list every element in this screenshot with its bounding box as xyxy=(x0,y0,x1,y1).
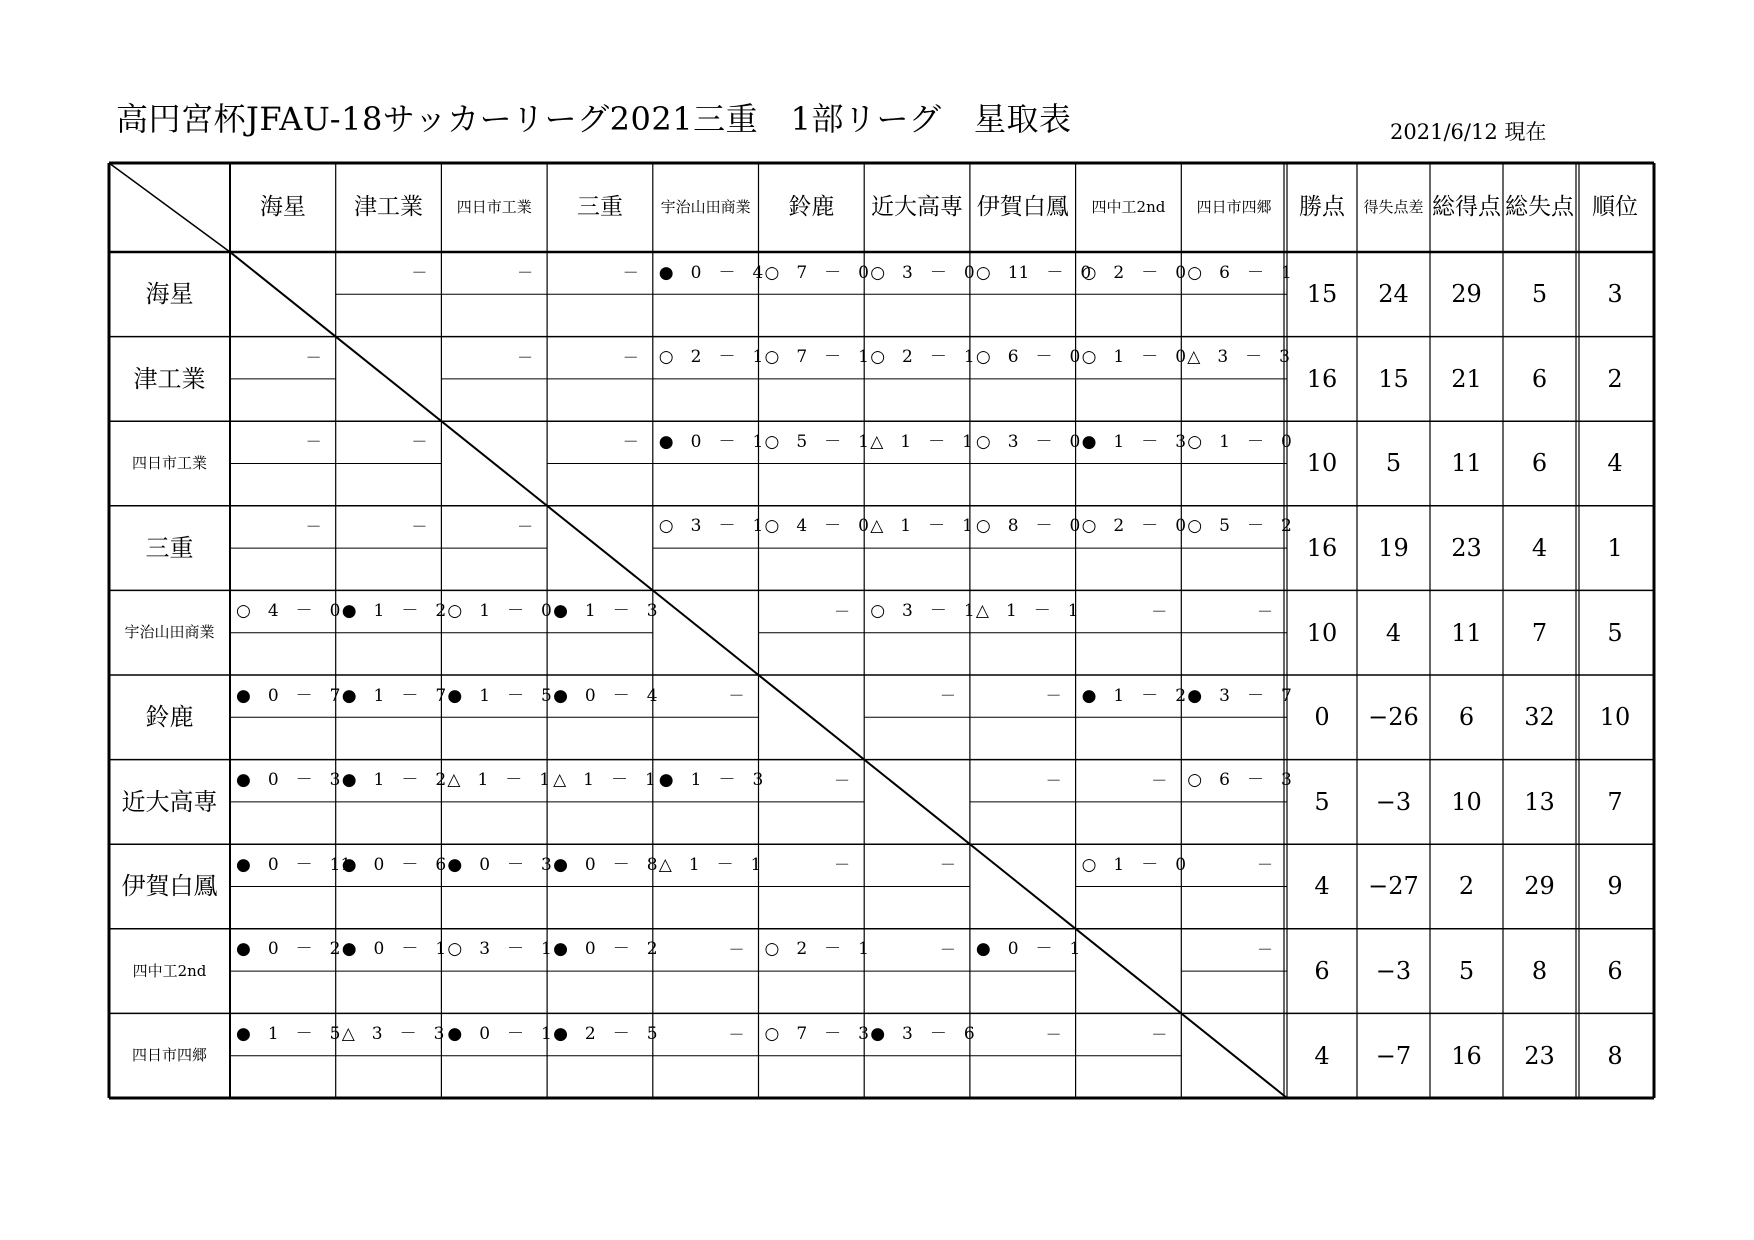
goals-against-value: 5 xyxy=(1531,280,1548,309)
header-team-8: 四中工2nd xyxy=(1091,198,1166,216)
header-team-1: 津工業 xyxy=(354,194,424,220)
result-pending: － xyxy=(517,516,534,536)
goals-for-value: 11 xyxy=(1451,449,1482,478)
goal-difference-value: 19 xyxy=(1378,534,1409,563)
result-pending: － xyxy=(1045,1024,1062,1044)
match-result: ● 1 － 7 xyxy=(341,685,447,706)
match-result: △ 1 － 1 xyxy=(553,770,656,791)
match-result: ● 0 － 8 xyxy=(553,854,658,875)
goal-difference-value: −3 xyxy=(1375,957,1412,986)
match-result: ● 1 － 3 xyxy=(553,601,658,622)
points-value: 16 xyxy=(1306,534,1338,563)
goals-against-value: 4 xyxy=(1531,534,1548,563)
match-result: ● 0 － 4 xyxy=(553,685,658,706)
goals-against-value: 6 xyxy=(1531,364,1548,393)
header-team-2: 四日市工業 xyxy=(456,198,532,216)
result-pending: － xyxy=(305,516,322,536)
match-result: ○ 4 － 0 xyxy=(764,516,869,537)
result-pending: － xyxy=(728,939,745,959)
match-result: ○ 1 － 0 xyxy=(447,601,552,622)
goals-against-value: 13 xyxy=(1524,787,1555,816)
match-result: ● 0 － 1 xyxy=(447,1024,552,1045)
match-result: ○ 11 － 0 xyxy=(975,262,1092,283)
row-team-1: 津工業 xyxy=(133,364,206,393)
goals-for-value: 5 xyxy=(1458,957,1475,986)
match-result: ● 1 － 2 xyxy=(341,601,447,622)
match-result: ● 1 － 3 xyxy=(658,770,764,791)
result-pending: － xyxy=(1151,770,1168,790)
points-value: 5 xyxy=(1314,787,1330,816)
match-result: ○ 2 － 1 xyxy=(870,347,975,368)
match-result: ● 0 － 7 xyxy=(236,685,341,706)
result-pending: － xyxy=(939,686,956,706)
match-result: ● 0 － 1 xyxy=(341,939,447,960)
header-stat-0: 勝点 xyxy=(1299,194,1345,220)
row-team-6: 近大高専 xyxy=(121,787,218,816)
result-pending: － xyxy=(834,855,851,875)
match-result: ○ 6 － 1 xyxy=(1187,262,1292,283)
page-title: 高円宮杯JFAU-18サッカーリーグ2021三重 1部リーグ 星取表 xyxy=(116,100,1072,138)
points-value: 0 xyxy=(1314,703,1330,732)
goals-against-value: 8 xyxy=(1531,957,1548,986)
goals-for-value: 23 xyxy=(1451,534,1482,563)
match-result: ● 0 － 2 xyxy=(553,939,658,960)
goal-difference-value: −7 xyxy=(1375,1041,1412,1070)
points-value: 16 xyxy=(1306,364,1338,393)
match-result: ● 0 － 11 xyxy=(236,854,352,875)
points-value: 4 xyxy=(1314,872,1330,901)
result-pending: － xyxy=(1045,770,1062,790)
points-value: 15 xyxy=(1306,280,1338,309)
result-pending: － xyxy=(834,770,851,790)
goal-difference-value: 5 xyxy=(1385,449,1402,478)
row-team-5: 鈴鹿 xyxy=(145,703,194,732)
result-pending: － xyxy=(1151,601,1168,621)
match-result: ○ 6 － 3 xyxy=(1187,770,1292,791)
match-result: ○ 7 － 0 xyxy=(764,262,869,283)
match-result: △ 1 － 1 xyxy=(870,516,973,537)
result-pending: － xyxy=(517,263,534,283)
rank-value: 6 xyxy=(1607,957,1623,986)
header-team-3: 三重 xyxy=(576,194,623,220)
goals-for-value: 10 xyxy=(1451,787,1482,816)
rank-value: 4 xyxy=(1607,449,1623,478)
header-stat-2: 総得点 xyxy=(1432,194,1501,220)
match-result: ○ 1 － 0 xyxy=(1081,347,1187,368)
result-pending: － xyxy=(1256,939,1273,959)
result-pending: － xyxy=(622,347,639,367)
rank-value: 5 xyxy=(1607,618,1623,647)
result-pending: － xyxy=(1256,601,1273,621)
result-pending: － xyxy=(622,263,639,283)
row-team-2: 四日市工業 xyxy=(131,453,207,472)
goals-against-value: 29 xyxy=(1524,872,1555,901)
goal-difference-value: 4 xyxy=(1385,618,1402,647)
header-team-9: 四日市四郷 xyxy=(1196,198,1272,216)
goal-difference-value: −27 xyxy=(1368,872,1419,901)
match-result: ● 0 － 1 xyxy=(658,431,764,452)
result-pending: － xyxy=(728,1024,745,1044)
match-result: ● 0 － 4 xyxy=(658,262,764,283)
match-result: ○ 2 － 0 xyxy=(1081,262,1187,283)
match-result: ● 1 － 2 xyxy=(341,770,447,791)
goals-for-value: 6 xyxy=(1458,703,1475,732)
points-value: 6 xyxy=(1314,957,1330,986)
header-team-0: 海星 xyxy=(259,194,306,220)
match-result: ● 3 － 7 xyxy=(1187,685,1292,706)
goals-for-value: 11 xyxy=(1451,618,1482,647)
goals-against-value: 7 xyxy=(1531,618,1548,647)
match-result: ● 2 － 5 xyxy=(553,1024,658,1045)
match-result: ○ 2 － 0 xyxy=(1081,516,1187,537)
match-result: ○ 2 － 1 xyxy=(764,939,869,960)
rank-value: 8 xyxy=(1607,1041,1623,1070)
goal-difference-value: −3 xyxy=(1375,787,1412,816)
row-team-8: 四中工2nd xyxy=(132,961,207,980)
result-pending: － xyxy=(517,347,534,367)
header-stat-1: 得失点差 xyxy=(1363,198,1424,216)
match-result: ● 3 － 6 xyxy=(870,1024,975,1045)
rank-value: 9 xyxy=(1607,872,1623,901)
match-result: ● 1 － 3 xyxy=(1081,431,1187,452)
header-team-5: 鈴鹿 xyxy=(788,194,835,220)
match-result: △ 1 － 1 xyxy=(658,854,762,875)
rank-value: 3 xyxy=(1607,280,1623,309)
goals-against-value: 32 xyxy=(1524,703,1555,732)
match-result: ● 1 － 5 xyxy=(447,685,552,706)
match-result: ○ 1 － 0 xyxy=(1187,431,1292,452)
rank-value: 1 xyxy=(1607,534,1623,563)
match-result: ○ 3 － 1 xyxy=(658,516,764,537)
goals-for-value: 21 xyxy=(1451,364,1482,393)
header-team-6: 近大高専 xyxy=(871,194,964,220)
result-pending: － xyxy=(411,516,428,536)
header-team-7: 伊賀白鳳 xyxy=(976,194,1069,220)
result-pending: － xyxy=(411,432,428,452)
corner-diagonal xyxy=(109,163,230,252)
match-result: ○ 2 － 1 xyxy=(658,347,764,368)
result-pending: － xyxy=(939,939,956,959)
match-result: ● 0 － 1 xyxy=(975,939,1081,960)
match-result: ● 0 － 3 xyxy=(236,770,341,791)
match-result: △ 3 － 3 xyxy=(1187,347,1291,368)
goal-difference-value: 24 xyxy=(1378,280,1409,309)
match-result: ● 0 － 6 xyxy=(341,854,447,875)
match-result: ● 1 － 2 xyxy=(1081,685,1187,706)
as-of-date: 2021/6/12 現在 xyxy=(1390,120,1547,144)
match-result: ○ 3 － 1 xyxy=(870,601,975,622)
header-team-4: 宇治山田商業 xyxy=(660,198,751,216)
rank-value: 2 xyxy=(1607,364,1623,393)
points-value: 10 xyxy=(1306,618,1338,647)
match-result: ● 1 － 5 xyxy=(236,1024,341,1045)
points-value: 10 xyxy=(1306,449,1338,478)
goal-difference-value: 15 xyxy=(1378,364,1409,393)
match-result: ○ 7 － 3 xyxy=(764,1024,869,1045)
result-pending: － xyxy=(305,347,322,367)
result-pending: － xyxy=(411,263,428,283)
goal-difference-value: −26 xyxy=(1368,703,1419,732)
match-result: ○ 5 － 1 xyxy=(764,431,869,452)
result-pending: － xyxy=(622,432,639,452)
match-result: ○ 4 － 0 xyxy=(236,601,341,622)
match-result: ● 0 － 3 xyxy=(447,854,552,875)
goals-for-value: 16 xyxy=(1451,1041,1482,1070)
match-result: △ 1 － 1 xyxy=(447,770,551,791)
row-team-4: 宇治山田商業 xyxy=(124,623,215,642)
result-pending: － xyxy=(834,601,851,621)
result-pending: － xyxy=(305,432,322,452)
result-pending: － xyxy=(728,686,745,706)
match-result: ○ 3 － 1 xyxy=(447,939,552,960)
match-result: ○ 3 － 0 xyxy=(870,262,975,283)
match-result: △ 3 － 3 xyxy=(341,1024,445,1045)
points-value: 4 xyxy=(1314,1041,1330,1070)
match-result: △ 1 － 1 xyxy=(870,431,973,452)
header-stat-4: 順位 xyxy=(1592,194,1638,220)
result-pending: － xyxy=(1045,686,1062,706)
result-pending: － xyxy=(939,855,956,875)
goals-for-value: 29 xyxy=(1451,280,1482,309)
result-pending: － xyxy=(1151,1024,1168,1044)
match-result: ○ 1 － 0 xyxy=(1081,854,1187,875)
match-result: ○ 6 － 0 xyxy=(975,347,1081,368)
row-team-9: 四日市四郷 xyxy=(131,1046,207,1065)
match-result: ○ 3 － 0 xyxy=(975,431,1081,452)
row-team-0: 海星 xyxy=(145,280,194,309)
match-result: △ 1 － 1 xyxy=(975,601,1079,622)
match-result: ○ 8 － 0 xyxy=(975,516,1081,537)
result-pending: － xyxy=(1256,855,1273,875)
goals-against-value: 23 xyxy=(1524,1041,1555,1070)
match-result: ○ 7 － 1 xyxy=(764,347,869,368)
goals-for-value: 2 xyxy=(1458,872,1475,901)
row-team-3: 三重 xyxy=(145,534,194,563)
match-result: ● 0 － 2 xyxy=(236,939,341,960)
header-stat-3: 総失点 xyxy=(1505,194,1574,220)
match-result: ○ 5 － 2 xyxy=(1187,516,1292,537)
rank-value: 7 xyxy=(1607,787,1623,816)
goals-against-value: 6 xyxy=(1531,449,1548,478)
rank-value: 10 xyxy=(1599,703,1631,732)
row-team-7: 伊賀白鳳 xyxy=(121,872,218,901)
